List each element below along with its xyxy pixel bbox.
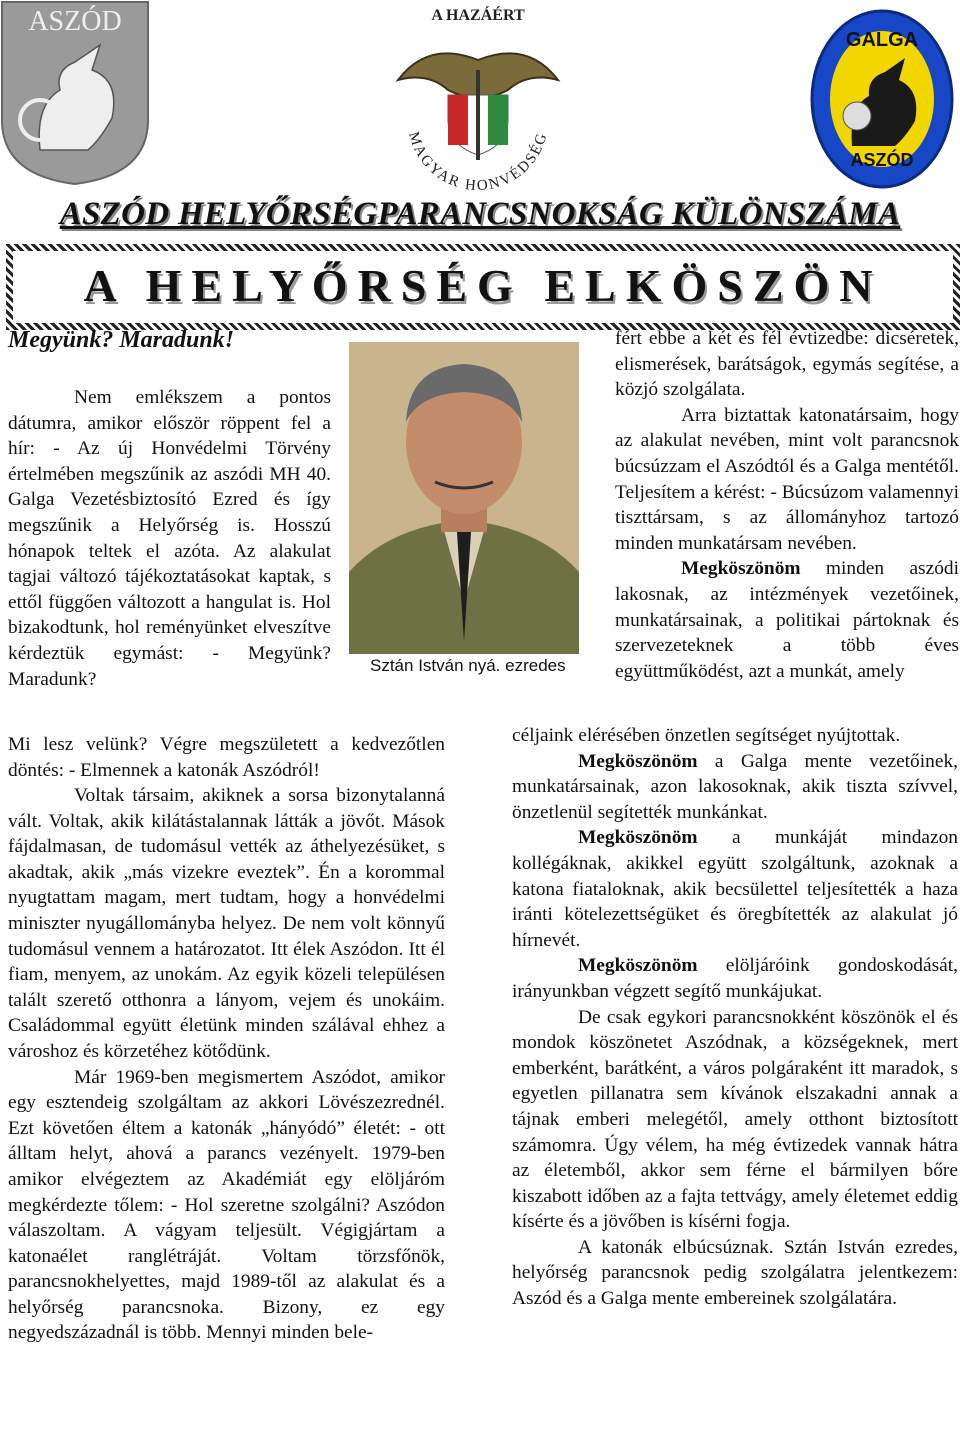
left-column-top: [8, 385, 331, 692]
paragraph: Már 1969-ben megismertem Aszódot, amikor egy esztendeig szolgáltam az akkori Lövészezrednél. Ezt követően éltem a katonák „hányódó” életét: - ott álltam helyt, ahová a parancs vezényelt. 1979-ben amikor elvégeztem az Akadémiát egy elöljáróm megkérdezte tőlem: - Hol szeretne szolgálni? Aszódon válaszoltam. A vágyam teljesült. Végigjártam a katonaélet ranglétráját. Voltam törzsfőnök, parancsnokhelyettes, majd 1989-től az alakulat és a helyőrség parancsnoka. Bizony, ez egy negyedszázadnál is több. Mennyi minden bele-: [8, 1066, 445, 1344]
badge-top-text: GALGA: [845, 29, 919, 51]
paragraph: fért ebbe a két és fél évtizedbe: dicséretek, elismerések, barátságok, egymás segítése, a közjó szolgálata.: [615, 328, 959, 401]
left-column-bottom: [8, 783, 445, 1346]
paragraph: céljaink elérésében önzetlen segítséget nyújtottak.: [512, 725, 901, 746]
right-column-top: [615, 326, 959, 684]
emblem-arc-text: MAGYAR HONVÉDSÉG: [405, 129, 551, 195]
bold-word: Megköszönöm: [681, 558, 801, 580]
headline-box: [6, 244, 960, 330]
paragraph-text: elöljáróink gondoskodását, irányunkban végzett segítő munkájukat.: [512, 955, 958, 1002]
right-column-bottom: [512, 723, 958, 1312]
paragraph: [512, 825, 958, 953]
portrait-photo: [349, 342, 579, 654]
headline: A HELYŐRSÉG ELKÖSZÖN: [83, 260, 883, 311]
logo-left-text: ASZÓD: [28, 6, 122, 37]
bold-word: Megköszönöm: [578, 827, 698, 849]
paragraph: Arra biztattak katonatársaim, hogy az alakulat nevében, mint volt parancsnok búcsúzzam el Aszódtól és a Galga mentétől. Teljesítem a kérést: - Búcsúzom valamennyi tiszttársam, s az állományhoz tartozó minden munkatársam nevében.: [615, 404, 959, 554]
emblem-top-text: A HAZÁÉRT: [431, 7, 525, 24]
paragraph-text: minden aszódi lakosnak, az intézmények vezetőinek, munkatársainak, a politikai pártoknak és szervezeteknek a több éves együttműködést, azt a munkát, amely: [615, 558, 959, 682]
paragraph: [512, 953, 958, 1004]
galga-aszod-unit-badge: [807, 6, 957, 192]
bold-word: Megköszönöm: [578, 955, 698, 977]
paragraph-text: a Galga mente vezetőinek, munkatársainak, azon lakosoknak, akik tiszta szívvel, önzetlenül segítették munkánkat.: [512, 750, 958, 823]
paragraph: [512, 749, 958, 826]
bold-word: Megköszönöm: [578, 750, 698, 772]
aszod-coat-of-arms-logo: [0, 0, 150, 186]
photo-caption: Sztán István nyá. ezredes: [370, 656, 566, 675]
magyar-honvedseg-emblem: [388, 0, 568, 196]
kicker: Megyünk? Maradunk!: [8, 327, 235, 353]
paragraph: [615, 556, 959, 684]
paragraph: De csak egykori parancsnokként köszönök el és mondok köszönetet Aszódnak, a községeknek, mert emberként, barátként, a város polgáraként itt maradok, s egyetlen pillanatra sem kívánok elszakadni annak a tájnak emberi melegétől, amely otthont biztosított számomra. Úgy vélem, ha még évtizedek vannak hátra az életemből, akkor sem férne el bármilyen bőre kiszabott időben az a fajta tettvágy, amely életemet eddig kísérte és a jövőben is kísérni fogja.: [512, 1006, 958, 1233]
paragraph: Voltak társaim, akiknek a sorsa bizonytalanná vált. Voltak, akik kilátástalannak látták a jövőt. Mások fájdalmasan, de tudomásul vették az áthelyezésüket, s akadtak, akik „más vizekre eveztek”. Én a korommal nyugtattam magam, mert tudtam, hogy a honvédelmi miniszter nyugállományba helyez. De nem volt könnyű tudomásul vennem a határozatot. Itt élek Aszódon. Itt él fiam, menyem, az unokám. Az egyik közeli településen talált szerető otthonra a lányom, vejem és unokáim. Családommal együtt életünk minden szálával ehhez a városhoz és körzetéhez kötődünk.: [8, 785, 445, 1062]
masthead: ASZÓD HELYŐRSÉGPARANCSNOKSÁG KÜLÖNSZÁMA: [59, 196, 901, 232]
paragraph-text: a munkáját mindazon kollégáknak, akikkel együtt szolgáltunk, azoknak a katona fiataloknak, akik becsülettel teljesítették a haza iránti kötelezettségüket és öregbítették az alakulat jó hírnevét.: [512, 827, 958, 951]
paragraph: Nem emlékszem a pontos dátumra, amikor először röppent fel a hír: - Az új Honvédelmi Törvény értelmében megszűnik az aszódi MH 40. Galga Vezetésbiztosító Ezred és így megszűnik a Helyőrség is. Hosszú hónapok teltek el azóta. Az alakulat tagjai változó tájékoztatásokat kaptak, s ettől függően változott a hangulat is. Hol bizakodtunk, hol reményünket elveszítve kérdeztük egymást: - Megyünk? Maradunk?: [8, 387, 331, 690]
paragraph: A katonák elbúcsúznak. Sztán István ezredes, helyőrség parancsnok pedig szolgálatra jelentkezem: Aszód és a Galga mente embereinek szolgálatára.: [512, 1236, 958, 1310]
left-column-mid: [8, 732, 445, 783]
badge-bottom-text: ASZÓD: [850, 150, 914, 170]
paragraph: Mi lesz velünk? Végre megszületett a kedvezőtlen döntés: - Elmennek a katonák Aszódról!: [8, 734, 445, 781]
